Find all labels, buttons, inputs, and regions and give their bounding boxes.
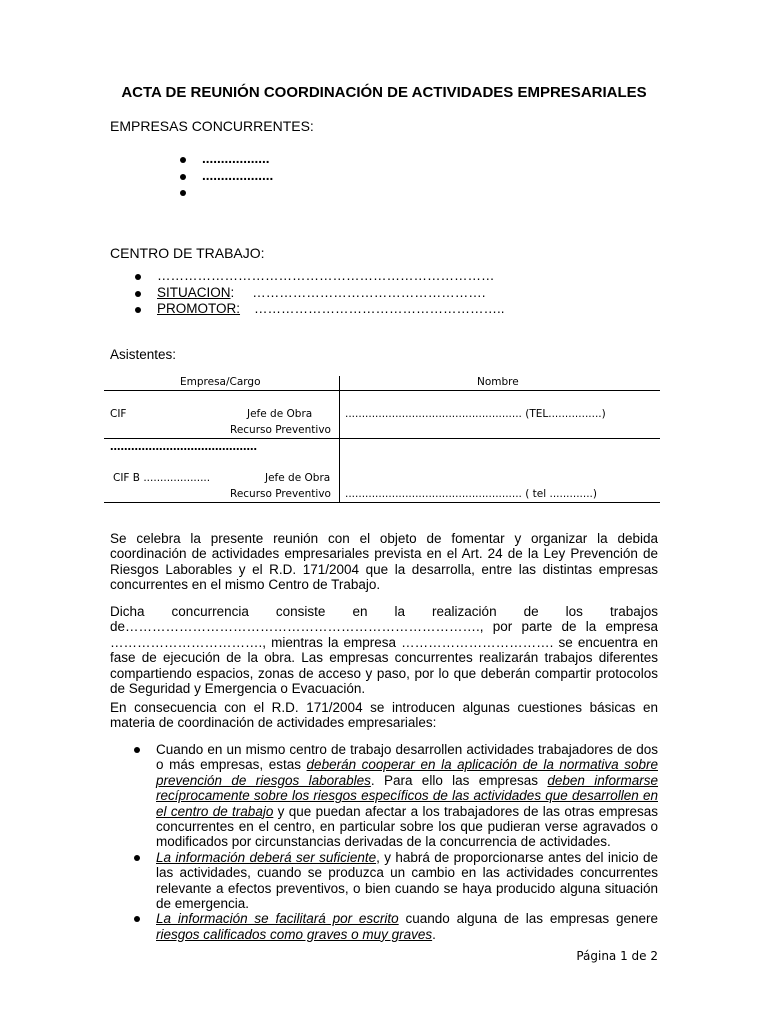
page-number: Página 1 de 2 (576, 949, 658, 963)
paragraph-1: Se celebra la presente reunión con el objeto de fomentar y organizar la debida coordinación de actividades empresariales prevista en el Art. 24 de la Ley Prevención de Riesgos Laborables y el R.D. 171/2004 que la desarrolla, entre las distintas empresas concurrentes en el mismo Centro de Trabajo. (110, 531, 658, 593)
document-title: ACTA DE REUNIÓN COORDINACIÓN DE ACTIVIDADES EMPRESARIALES (121, 84, 647, 101)
centro-heading: CENTRO DE TRABAJO: (110, 245, 265, 261)
bullet-icon (134, 855, 140, 861)
situacion-value: ……………………………………………. (252, 284, 486, 300)
table-rule (104, 502, 660, 503)
list-item (202, 184, 273, 201)
row1-jefe-obra: Jefe de Obra (247, 408, 313, 420)
bullet-icon (135, 291, 141, 297)
row2-nombre: ..................................................... ( tel .............) (345, 488, 597, 500)
row1-recurso-preventivo: Recurso Preventivo (230, 424, 331, 436)
table-divider (339, 376, 340, 503)
bullet-icon (135, 274, 141, 280)
promotor-label: PROMOTOR: (157, 301, 241, 316)
list-item: La información se facilitará por escrito cuando alguna de las empresas genere riesgos calificados como graves o muy graves. (156, 911, 658, 942)
bullet-icon (180, 190, 186, 196)
paragraph-3: En consecuencia con el R.D. 171/2004 se introducen algunas cuestiones básicas en materia de coordinación de actividades empresariales: (110, 700, 658, 731)
centro-list (157, 268, 505, 318)
bullet-icon (180, 157, 186, 163)
table-rule (104, 438, 660, 439)
list-item: ................... (202, 168, 273, 185)
bullet-icon (134, 747, 140, 753)
row1-nombre: ..................................................... (TEL................) (345, 408, 606, 420)
empresas-list (202, 151, 273, 201)
asistentes-heading: Asistentes: (110, 347, 177, 362)
paragraph-2: Dicha concurrencia consiste en la realización de los trabajos de……………………………………………………………………., por parte de la empresa ……………………………., mientras la empresa ……………………………. se encuentra en fase de ejecución de la obra. Las empresas concurrentes realizarán trabajos diferentes compartiendo espacios, zonas de acceso y paso, por lo que deberán compartir protocolos de Seguridad y Emergencia o Evacuación. (110, 604, 658, 697)
obligations-list (156, 742, 658, 942)
bullet-icon (135, 307, 141, 313)
bullet-icon (134, 916, 140, 922)
list-item: La información deberá ser suficiente, y habrá de proporcionarse antes del inicio de las actividades, cuando se produzca un cambio en las actividades concurrentes relevante a efectos preventivos, o bien cuando se haya producido alguna situación de emergencia. (156, 850, 658, 912)
list-item: .................. (202, 151, 273, 168)
table-rule (104, 390, 660, 391)
bullet-icon (180, 174, 186, 180)
list-item: Cuando en un mismo centro de trabajo desarrollen actividades trabajadores de dos o más empresas, estas deberán cooperar en la aplicación de la normativa sobre prevención de riesgos laborables. Para ello las empresas deben informarse recíprocamente sobre los riesgos específicos de las actividades que desarrollen en el centro de trabajo y que puedan afectar a los trabajadores de las otras empresas concurrentes en el centro, en particular sobre los que pudieran verse agravados o modificados por circunstancias derivadas de la concurrencia de actividades. (156, 742, 658, 850)
column-header-nombre: Nombre (477, 376, 519, 388)
row2-empresa: …………………………………… (110, 441, 257, 453)
row2-cif: CIF B .................... (113, 472, 211, 484)
row2-recurso-preventivo: Recurso Preventivo (230, 488, 331, 500)
list-item: SITUACION: ……………………………………………. (157, 285, 505, 302)
list-item: ………………………………………………………………… (157, 268, 505, 285)
empresas-heading: EMPRESAS CONCURRENTES: (110, 118, 314, 134)
situacion-label: SITUACION (157, 284, 231, 300)
list-item (157, 301, 505, 318)
row1-cif: CIF (110, 408, 127, 420)
column-header-empresa: Empresa/Cargo (180, 376, 261, 388)
promotor-value: ……………………………………………….. (254, 301, 505, 316)
row2-jefe-obra: Jefe de Obra (265, 472, 331, 484)
